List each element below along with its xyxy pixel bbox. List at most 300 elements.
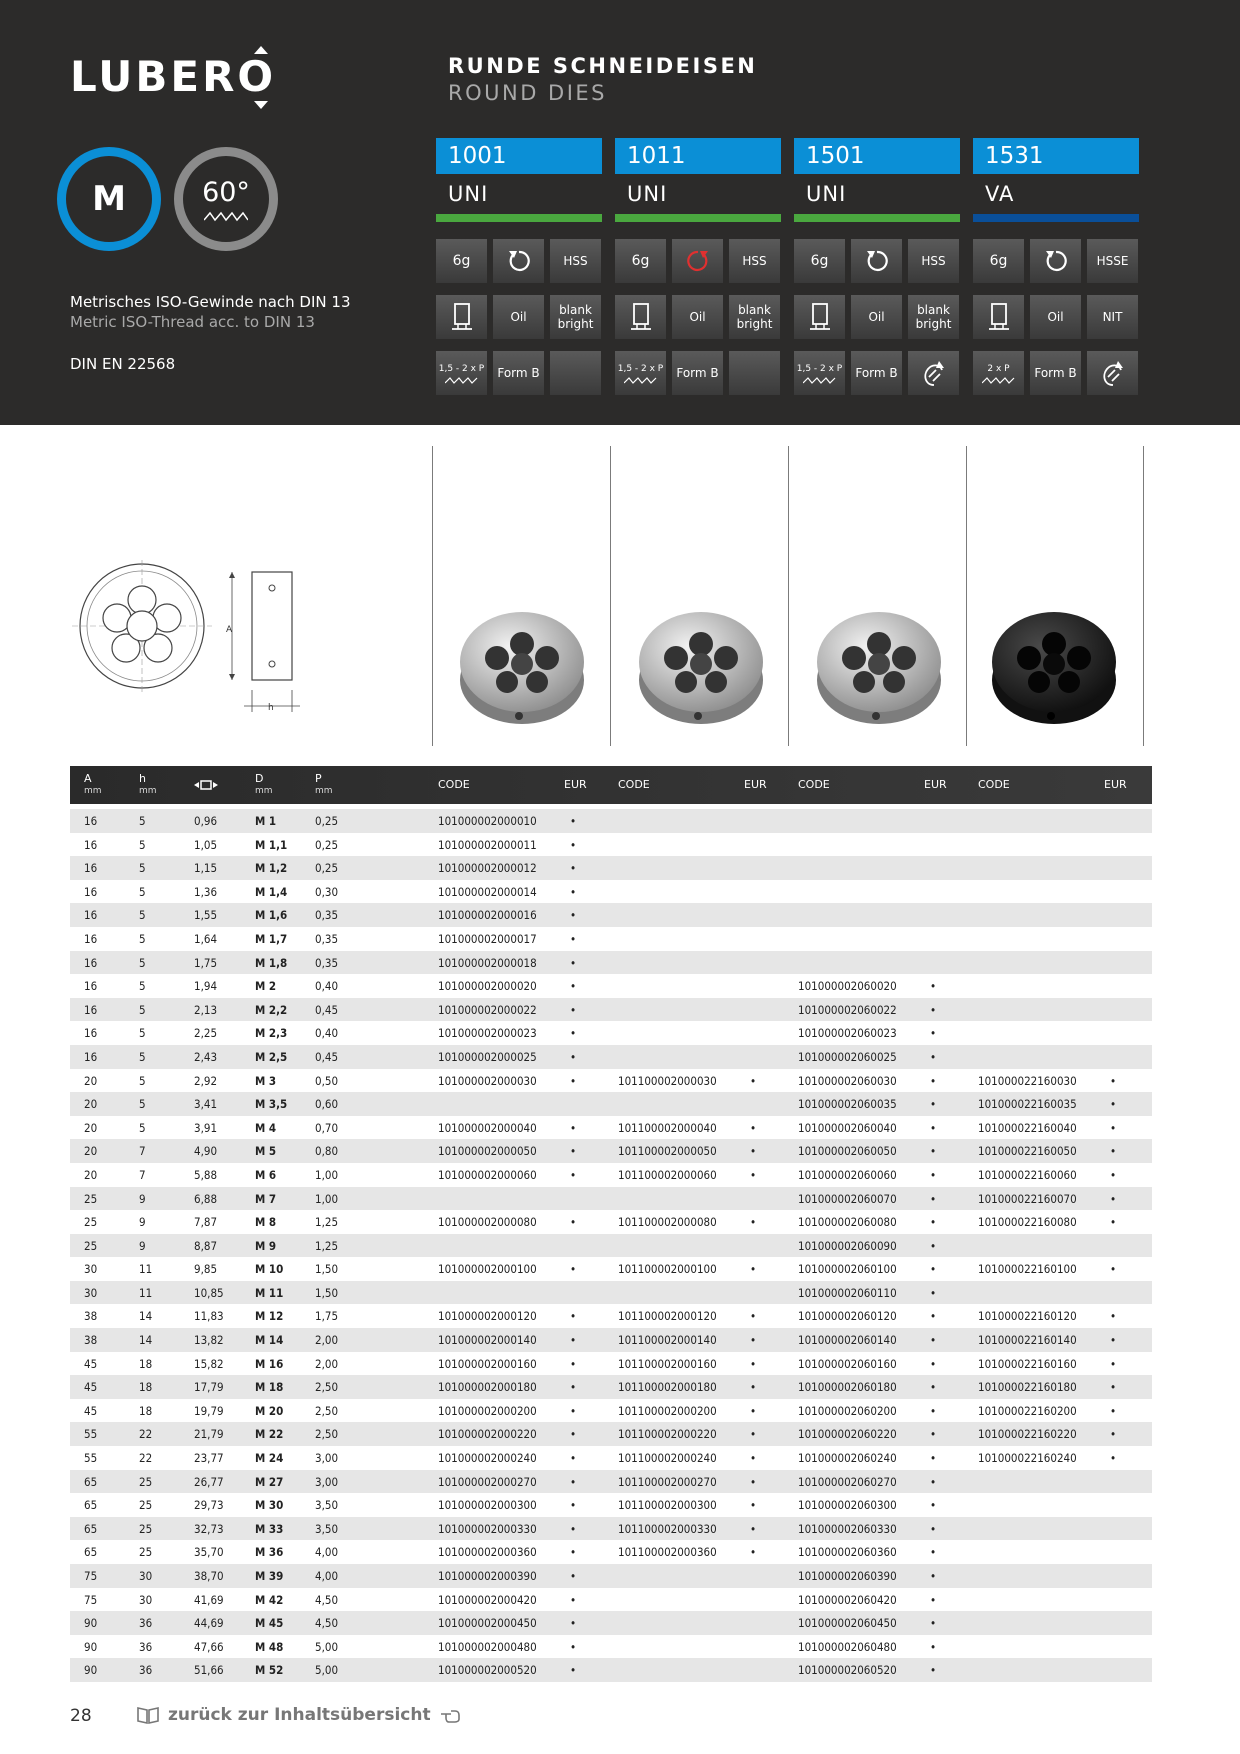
cell-width-across-flats: 29,73 [194, 1498, 224, 1513]
cell-thread-size: M 20 [255, 1403, 284, 1418]
cell-a: 90 [84, 1616, 98, 1631]
cell-pitch: 0,25 [315, 861, 339, 876]
material-tile: HSS [908, 239, 959, 283]
cell-code-1531: 101000022160040 [978, 1120, 1077, 1135]
material-tile: HSSE [1087, 239, 1138, 283]
cell-code-1531: 101000022160080 [978, 1215, 1077, 1230]
page-title-en: ROUND DIES [448, 81, 608, 105]
cell-thread-size: M 30 [255, 1498, 284, 1513]
cell-code-1001: 101000002000025 [438, 1049, 537, 1064]
cell-code-1531: 101000022160060 [978, 1167, 1077, 1182]
cell-code-1001: 101000002000014 [438, 884, 537, 899]
cell-pitch: 3,50 [315, 1521, 339, 1536]
cell-code-1501: 101000002060080 [798, 1215, 897, 1230]
cell-h: 9 [139, 1238, 146, 1253]
cell-eur-1501: • [930, 1356, 937, 1371]
page-title-de: RUNDE SCHNEIDEISEN [448, 54, 758, 78]
material-tile: HSS [550, 239, 601, 283]
cell-eur-1001: • [570, 1427, 577, 1442]
table-row [70, 974, 1152, 998]
cell-eur-1001: • [570, 1663, 577, 1678]
cell-eur-1501: • [930, 1498, 937, 1513]
cell-width-across-flats: 9,85 [194, 1262, 218, 1277]
cell-code-1001: 101000002000420 [438, 1592, 537, 1607]
cell-eur-1501: • [930, 1002, 937, 1017]
cell-width-across-flats: 17,79 [194, 1380, 224, 1395]
cell-width-across-flats: 47,66 [194, 1639, 224, 1654]
dimension-label-a: A [226, 625, 233, 635]
cell-eur-1011: • [750, 1167, 757, 1182]
right-hand-rotation-icon [493, 239, 544, 283]
dimension-label-h: h [268, 703, 274, 713]
cell-width-across-flats: 5,88 [194, 1167, 218, 1182]
cell-a: 65 [84, 1474, 98, 1489]
col-header-unit: mm [315, 786, 333, 796]
cell-code-1501: 101000002060180 [798, 1380, 897, 1395]
cell-eur-1001: • [570, 979, 577, 994]
cell-thread-size: M 1 [255, 814, 277, 828]
cell-eur-1001: • [570, 1144, 577, 1159]
cell-eur-1501: • [930, 1262, 937, 1277]
table-row [70, 1069, 1152, 1093]
cell-thread-size: M 2,2 [255, 1002, 288, 1017]
cell-code-1531: 101000022160140 [978, 1333, 1077, 1348]
cell-thread-size: M 1,7 [255, 931, 288, 946]
cell-width-across-flats: 2,43 [194, 1049, 218, 1064]
cell-code-1501: 101000002060360 [798, 1545, 897, 1560]
cell-eur-1011: • [750, 1215, 757, 1230]
table-row [70, 903, 1152, 927]
cell-thread-size: M 9 [255, 1238, 277, 1253]
table-row [70, 1139, 1152, 1163]
surface-tile: blank bright [729, 295, 780, 339]
cell-code-1501: 101000002060060 [798, 1167, 897, 1182]
cell-pitch: 0,30 [315, 884, 339, 899]
cell-code-1531: 101000022160120 [978, 1309, 1077, 1324]
cell-thread-size: M 1,6 [255, 908, 288, 923]
cell-eur-1501: • [930, 1026, 937, 1041]
cell-a: 16 [84, 861, 98, 876]
cell-code-1001: 101000002000022 [438, 1002, 537, 1017]
lubricant-tile: Oil [1030, 295, 1081, 339]
cell-code-1001: 101000002000180 [438, 1380, 537, 1395]
col-header-eur: EUR [1104, 778, 1127, 791]
cell-code-1531: 101000022160180 [978, 1380, 1077, 1395]
lubricant-tile: Oil [493, 295, 544, 339]
cell-h: 5 [139, 884, 146, 899]
cell-h: 9 [139, 1191, 146, 1206]
table-row [70, 1470, 1152, 1494]
cell-thread-size: M 5 [255, 1144, 277, 1159]
cell-code-1531: 101000022160030 [978, 1073, 1077, 1088]
chamfer-tile [436, 351, 487, 395]
cell-pitch: 2,00 [315, 1333, 339, 1348]
cell-code-1011: 101100002000360 [618, 1545, 717, 1560]
cell-a: 20 [84, 1167, 98, 1182]
cell-code-1001: 101000002000520 [438, 1663, 537, 1678]
cell-a: 45 [84, 1403, 98, 1418]
product-series: UNI [448, 182, 489, 206]
brand-logo-text: LUBERO [70, 52, 277, 101]
cell-code-1531: 101000022160200 [978, 1403, 1077, 1418]
cell-pitch: 1,50 [315, 1285, 339, 1300]
cell-code-1001: 101000002000220 [438, 1427, 537, 1442]
cell-eur-1001: • [570, 1262, 577, 1277]
table-row [70, 1092, 1152, 1116]
cell-a: 16 [84, 931, 98, 946]
cell-code-1001: 101000002000018 [438, 955, 537, 970]
right-hand-rotation-icon [1030, 239, 1081, 283]
cell-a: 90 [84, 1639, 98, 1654]
cell-code-1001: 101000002000017 [438, 931, 537, 946]
tolerance-tile: 6g [615, 239, 666, 283]
cell-code-1011: 101100002000100 [618, 1262, 717, 1277]
cell-eur-1501: • [930, 1120, 937, 1135]
cell-code-1501: 101000002060270 [798, 1474, 897, 1489]
cell-pitch: 3,50 [315, 1498, 339, 1513]
page-number: 28 [70, 1706, 92, 1726]
cell-eur-1501: • [930, 1049, 937, 1064]
cell-eur-1531: • [1110, 1427, 1117, 1442]
cell-eur-1501: • [930, 979, 937, 994]
table-row [70, 1328, 1152, 1352]
cell-a: 75 [84, 1569, 98, 1583]
col-header-unit: mm [139, 786, 157, 796]
cell-code-1501: 101000002060450 [798, 1616, 897, 1631]
cell-code-1501: 101000002060110 [798, 1285, 897, 1300]
cell-eur-1501: • [930, 1592, 937, 1607]
product-code: 1001 [436, 138, 602, 174]
cell-thread-size: M 16 [255, 1356, 284, 1371]
cell-code-1001: 101000002000390 [438, 1569, 537, 1583]
cell-pitch: 1,50 [315, 1262, 339, 1277]
cell-a: 16 [84, 1026, 98, 1041]
cell-eur-1011: • [750, 1073, 757, 1088]
cell-eur-1531: • [1110, 1262, 1117, 1277]
col-header-code: CODE [978, 778, 1010, 791]
cell-code-1501: 101000002060120 [798, 1309, 897, 1324]
cell-eur-1011: • [750, 1144, 757, 1159]
cell-h: 22 [139, 1427, 153, 1442]
cell-code-1501: 101000002060035 [798, 1097, 897, 1112]
table-row [70, 1375, 1152, 1399]
cell-a: 75 [84, 1592, 98, 1607]
table-row [70, 1021, 1152, 1045]
cell-eur-1501: • [930, 1545, 937, 1560]
cell-h: 5 [139, 861, 146, 876]
table-row [70, 1517, 1152, 1541]
product-code: 1011 [615, 138, 781, 174]
cell-pitch: 0,40 [315, 1026, 339, 1041]
cell-code-1011: 101100002000270 [618, 1474, 717, 1489]
cell-code-1001: 101000002000330 [438, 1521, 537, 1536]
col-header-h-label: h [139, 772, 146, 785]
cell-eur-1011: • [750, 1262, 757, 1277]
col-header-p-label: P [315, 772, 322, 785]
cell-eur-1001: • [570, 1167, 577, 1182]
cell-thread-size: M 45 [255, 1616, 284, 1631]
cell-h: 25 [139, 1498, 153, 1513]
product-code: 1531 [973, 138, 1139, 174]
cell-eur-1011: • [750, 1356, 757, 1371]
cell-h: 5 [139, 1002, 146, 1017]
cell-code-1501: 101000002060030 [798, 1073, 897, 1088]
cell-code-1531: 101000022160220 [978, 1427, 1077, 1442]
surface-tile: blank bright [908, 295, 959, 339]
cell-pitch: 0,45 [315, 1002, 339, 1017]
cell-pitch: 0,35 [315, 931, 339, 946]
col-header-eur: EUR [564, 778, 587, 791]
col-header-d [255, 773, 273, 797]
cell-a: 45 [84, 1356, 98, 1371]
cell-a: 16 [84, 1049, 98, 1064]
surface-tile: NIT [1087, 295, 1138, 339]
table-body [70, 809, 1152, 1682]
series-color-bar [436, 214, 602, 222]
chamfer-wave-icon [982, 376, 1016, 384]
right-hand-rotation-icon [851, 239, 902, 283]
cell-eur-1531: • [1110, 1309, 1117, 1324]
cell-eur-1001: • [570, 1639, 577, 1654]
column-divider [1143, 446, 1144, 746]
cell-code-1001: 101000002000050 [438, 1144, 537, 1159]
col-header-width-across-flats-icon [194, 779, 218, 794]
column-divider [966, 446, 967, 746]
cell-code-1501: 101000002060480 [798, 1639, 897, 1654]
cell-code-1011: 101100002000200 [618, 1403, 717, 1418]
cell-code-1501: 101000002060420 [798, 1592, 897, 1607]
col-header-eur: EUR [924, 778, 947, 791]
cell-a: 16 [84, 908, 98, 923]
cell-eur-1531: • [1110, 1451, 1117, 1466]
cell-code-1011: 101100002000050 [618, 1144, 717, 1159]
cell-h: 11 [139, 1285, 153, 1300]
cell-pitch: 0,35 [315, 908, 339, 923]
cell-eur-1001: • [570, 1451, 577, 1466]
cell-thread-size: M 1,8 [255, 955, 288, 970]
cell-h: 36 [139, 1639, 153, 1654]
cell-eur-1011: • [750, 1309, 757, 1324]
cell-code-1001: 101000002000020 [438, 979, 537, 994]
cell-code-1011: 101100002000240 [618, 1451, 717, 1466]
cell-code-1001: 101000002000060 [438, 1167, 537, 1182]
brand-logo [70, 52, 276, 101]
cell-code-1501: 101000002060050 [798, 1144, 897, 1159]
cell-thread-size: M 48 [255, 1639, 284, 1654]
cell-pitch: 1,25 [315, 1215, 339, 1230]
cell-pitch: 1,75 [315, 1309, 339, 1324]
cell-width-across-flats: 2,13 [194, 1002, 218, 1017]
cell-a: 90 [84, 1663, 98, 1678]
cell-h: 5 [139, 955, 146, 970]
cell-h: 25 [139, 1545, 153, 1560]
col-header-a [84, 773, 102, 797]
tolerance-tile: 6g [794, 239, 845, 283]
table-row [70, 1281, 1152, 1305]
cell-code-1501: 101000002060025 [798, 1049, 897, 1064]
cell-h: 14 [139, 1333, 153, 1348]
cell-eur-1501: • [930, 1238, 937, 1253]
table-row [70, 1422, 1152, 1446]
cell-eur-1501: • [930, 1144, 937, 1159]
cell-h: 11 [139, 1262, 153, 1277]
cell-width-across-flats: 38,70 [194, 1569, 224, 1583]
cell-code-1011: 101100002000060 [618, 1167, 717, 1182]
cell-code-1501: 101000002060090 [798, 1238, 897, 1253]
cell-thread-size: M 27 [255, 1474, 284, 1489]
cell-eur-1531: • [1110, 1215, 1117, 1230]
cell-thread-size: M 2 [255, 979, 277, 994]
header-band [0, 0, 1240, 425]
cell-pitch: 4,50 [315, 1616, 339, 1631]
spiral-point-icon [908, 351, 959, 395]
cell-pitch: 2,50 [315, 1380, 339, 1395]
cell-code-1001: 101000002000300 [438, 1498, 537, 1513]
standard-text-en: Metric ISO-Thread acc. to DIN 13 [70, 313, 315, 331]
form-tile: Form B [1030, 351, 1081, 395]
cell-eur-1501: • [930, 1191, 937, 1206]
cell-thread-size: M 42 [255, 1592, 284, 1607]
cell-a: 45 [84, 1380, 98, 1395]
cell-width-across-flats: 21,79 [194, 1427, 224, 1442]
die-holder-icon [794, 295, 845, 339]
cell-code-1501: 101000002060390 [798, 1569, 897, 1583]
table-row [70, 1540, 1152, 1564]
cell-a: 30 [84, 1285, 98, 1300]
table-row [70, 1234, 1152, 1258]
cell-code-1011: 101100002000180 [618, 1380, 717, 1395]
cell-eur-1001: • [570, 837, 577, 852]
cell-code-1001: 101000002000030 [438, 1073, 537, 1088]
col-header-code: CODE [438, 778, 470, 791]
cell-thread-size: M 11 [255, 1285, 284, 1300]
die-holder-icon [436, 295, 487, 339]
cell-pitch: 1,25 [315, 1238, 339, 1253]
cell-pitch: 0,70 [315, 1120, 339, 1135]
product-header-1001 [436, 138, 602, 222]
cell-eur-1001: • [570, 1474, 577, 1489]
chamfer-wave-icon [624, 376, 658, 384]
cell-eur-1531: • [1110, 1073, 1117, 1088]
thread-type-badge [57, 147, 161, 251]
cell-h: 5 [139, 837, 146, 852]
cell-eur-1501: • [930, 1333, 937, 1348]
back-to-contents-link[interactable] [136, 1705, 461, 1725]
cell-a: 16 [84, 814, 98, 828]
table-row [70, 1352, 1152, 1376]
cell-h: 25 [139, 1521, 153, 1536]
cell-h: 5 [139, 908, 146, 923]
cell-width-across-flats: 51,66 [194, 1663, 224, 1678]
cell-width-across-flats: 26,77 [194, 1474, 224, 1489]
product-header-1531 [973, 138, 1139, 222]
cell-width-across-flats: 10,85 [194, 1285, 224, 1300]
cell-eur-1501: • [930, 1616, 937, 1631]
col-header-unit: mm [84, 786, 102, 796]
cell-pitch: 0,45 [315, 1049, 339, 1064]
empty-tile [729, 351, 780, 395]
cell-eur-1001: • [570, 1498, 577, 1513]
chamfer-label: 2 x P [987, 364, 1010, 374]
cell-code-1501: 101000002060300 [798, 1498, 897, 1513]
cell-a: 16 [84, 955, 98, 970]
cell-code-1501: 101000002060240 [798, 1451, 897, 1466]
cell-width-across-flats: 13,82 [194, 1333, 224, 1348]
cell-eur-1501: • [930, 1097, 937, 1112]
cell-code-1501: 101000002060023 [798, 1026, 897, 1041]
cell-code-1501: 101000002060200 [798, 1403, 897, 1418]
table-row [70, 1163, 1152, 1187]
die-holder-icon [973, 295, 1024, 339]
cell-pitch: 4,00 [315, 1569, 339, 1583]
cell-eur-1501: • [930, 1285, 937, 1300]
cell-code-1011: 101100002000140 [618, 1333, 717, 1348]
cell-code-1011: 101100002000080 [618, 1215, 717, 1230]
cell-eur-1501: • [930, 1427, 937, 1442]
cell-h: 25 [139, 1474, 153, 1489]
round-die-image [457, 600, 587, 730]
die-holder-icon [615, 295, 666, 339]
cell-eur-1001: • [570, 955, 577, 970]
cell-code-1001: 101000002000023 [438, 1026, 537, 1041]
cell-eur-1001: • [570, 1569, 577, 1583]
cell-width-across-flats: 4,90 [194, 1144, 218, 1159]
cell-eur-1501: • [930, 1309, 937, 1324]
thread-wave-icon [204, 210, 248, 222]
cell-code-1531: 101000022160100 [978, 1262, 1077, 1277]
cell-width-across-flats: 1,15 [194, 861, 218, 876]
standard-din: DIN EN 22568 [70, 355, 176, 373]
cell-eur-1011: • [750, 1545, 757, 1560]
cell-code-1011: 101100002000330 [618, 1521, 717, 1536]
cell-eur-1501: • [930, 1451, 937, 1466]
chamfer-label: 1,5 - 2 x P [796, 364, 843, 374]
cell-code-1501: 101000002060520 [798, 1663, 897, 1678]
product-header-1501 [794, 138, 960, 222]
form-tile: Form B [493, 351, 544, 395]
cell-code-1001: 101000002000200 [438, 1403, 537, 1418]
cell-pitch: 1,00 [315, 1167, 339, 1182]
table-row [70, 856, 1152, 880]
cell-a: 20 [84, 1073, 98, 1088]
cell-thread-size: M 39 [255, 1569, 284, 1583]
cell-h: 5 [139, 931, 146, 946]
cell-pitch: 4,00 [315, 1545, 339, 1560]
cell-h: 5 [139, 814, 146, 828]
cell-code-1501: 101000002060020 [798, 979, 897, 994]
cell-h: 36 [139, 1663, 153, 1678]
cell-eur-1001: • [570, 1545, 577, 1560]
logo-triangle-down-icon [254, 101, 268, 109]
cell-code-1011: 101100002000220 [618, 1427, 717, 1442]
col-header-a-label: A [84, 772, 92, 785]
cell-h: 22 [139, 1451, 153, 1466]
cell-code-1001: 101000002000011 [438, 837, 537, 852]
cell-width-across-flats: 23,77 [194, 1451, 224, 1466]
cell-thread-size: M 7 [255, 1191, 277, 1206]
cell-a: 65 [84, 1545, 98, 1560]
cell-thread-size: M 1,2 [255, 861, 288, 876]
cell-pitch: 5,00 [315, 1639, 339, 1654]
table-row [70, 1399, 1152, 1423]
material-tile: HSS [729, 239, 780, 283]
column-divider [610, 446, 611, 746]
cell-width-across-flats: 1,05 [194, 837, 218, 852]
table-row [70, 1304, 1152, 1328]
cell-eur-1501: • [930, 1073, 937, 1088]
cell-eur-1001: • [570, 1215, 577, 1230]
cell-h: 30 [139, 1592, 153, 1607]
